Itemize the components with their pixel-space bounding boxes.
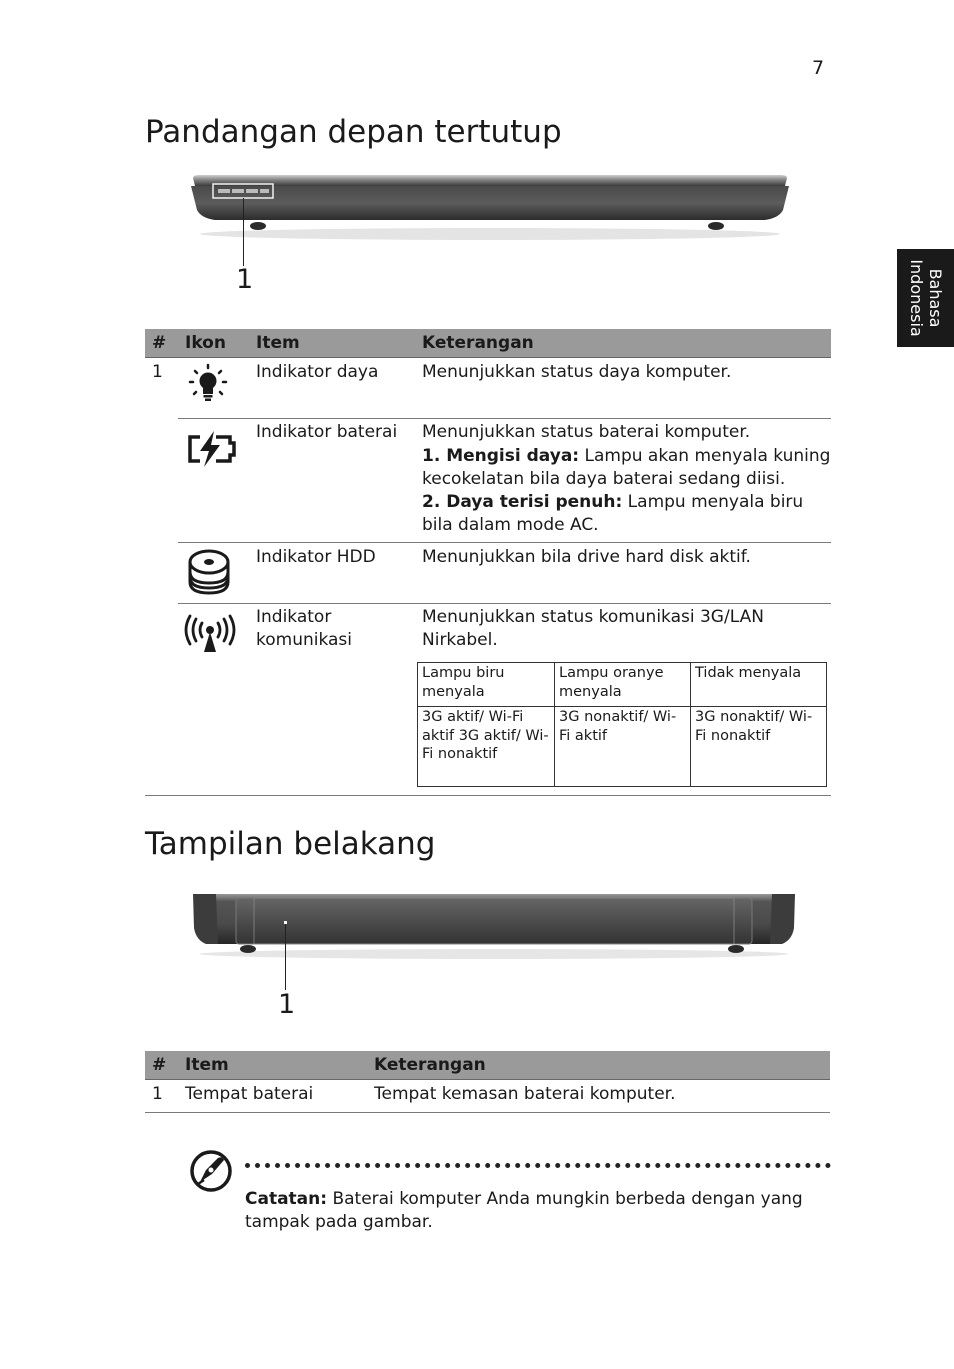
row-item: Indikator komunikasi [256,607,353,650]
row-item: Indikator baterai [256,419,422,543]
note-label: Catatan: [245,1189,328,1209]
table-row [145,543,831,604]
comm-cell-blue: 3G aktif/ Wi-Fi aktif 3G aktif/ Wi-Fi nonaktif [418,707,555,787]
battery-note-2 [422,491,831,537]
front-section-title: Pandangan depan tertutup [145,114,562,150]
battery-note-2-text: Lampu menyala biru bila dalam mode AC. [422,492,804,535]
note-divider [245,1163,831,1168]
header-item: Item [256,329,422,358]
comm-status-table [417,662,827,787]
front-table-header [145,329,831,358]
rear-callout-number: 1 [278,989,296,1020]
row-desc: Menunjukkan status komunikasi 3G/LAN Nirkabel. [422,607,764,650]
table-row [145,604,831,796]
front-callout-number: 1 [236,264,254,295]
comm-header-off: Tidak menyala [691,663,827,707]
battery-charging-icon [186,429,236,469]
row-desc: Menunjukkan status daya komputer. [422,358,831,419]
note-text: Baterai komputer Anda mungkin berbeda dengan yang tampak pada gambar. [245,1189,803,1232]
comm-cell-orange: 3G nonaktif/ Wi-Fi aktif [555,707,691,787]
wireless-icon [184,614,236,654]
laptop-rear-illustration [188,888,800,960]
header-num: # [145,329,178,358]
table-row [145,1080,830,1113]
language-tab-line2: Indonesia [906,259,926,337]
battery-note-1 [422,445,831,491]
row-desc: Menunjukkan status baterai komputer. [422,422,751,442]
comm-header-orange: Lampu oranye menyala [555,663,691,707]
rear-row-desc: Tempat kemasan baterai komputer. [374,1084,676,1104]
laptop-front-illustration [185,172,795,242]
front-items-table [145,329,831,796]
rear-header-num: # [145,1051,178,1080]
page-number: 7 [812,57,825,79]
rear-section-title: Tampilan belakang [145,826,436,862]
table-row [145,419,831,543]
front-callout-line [243,198,244,266]
row-item: Indikator HDD [256,543,422,604]
header-desc: Keterangan [422,329,831,358]
comm-status-value-row [418,707,827,787]
table-row [145,358,831,419]
rear-header-item: Item [178,1051,374,1080]
header-icon: Ikon [178,329,256,358]
comm-status-header-row [418,663,827,707]
row-num: 1 [152,362,163,382]
power-indicator-icon [186,363,230,409]
battery-note-1-label: 1. Mengisi daya: [422,446,580,466]
rear-row-num: 1 [152,1084,163,1104]
hdd-icon [186,548,232,596]
row-item: Indikator daya [256,358,422,419]
rear-header-desc: Keterangan [374,1051,830,1080]
battery-note-2-label: 2. Daya terisi penuh: [422,492,623,512]
language-tab [897,249,954,347]
battery-note-1-text: Lampu akan menyala kuning kecokelatan bila daya baterai sedang diisi. [422,446,831,489]
note-pen-icon [188,1148,234,1194]
row-desc: Menunjukkan bila drive hard disk aktif. [422,543,831,604]
rear-callout-line [285,924,286,990]
rear-table-header [145,1051,830,1080]
rear-items-table [145,1051,830,1113]
language-tab-line1: Bahasa [925,268,945,328]
comm-header-blue: Lampu biru menyala [418,663,555,707]
rear-row-item: Tempat baterai [185,1084,314,1104]
note-text-block [245,1188,835,1234]
comm-cell-off: 3G nonaktif/ Wi-Fi nonaktif [691,707,827,787]
